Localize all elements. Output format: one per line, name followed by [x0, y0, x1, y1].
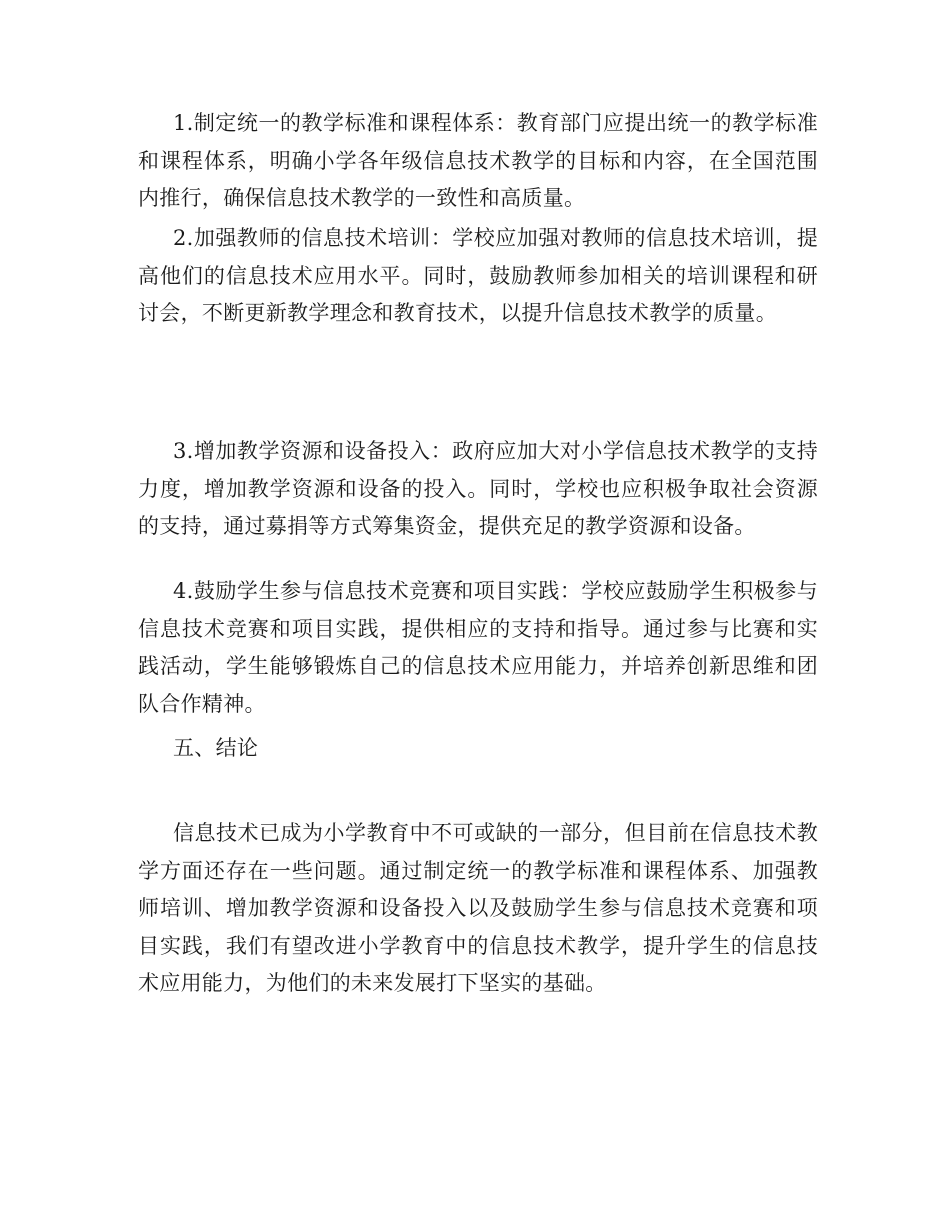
- paragraph-resources: 3.增加教学资源和设备投入：政府应加大对小学信息技术教学的支持力度，增加教学资源和设备的投入。同时，学校也应积极争取社会资源的支持，通过募捐等方式筹集资金，提供充足的教学资源和设备。: [138, 439, 818, 538]
- section-heading-conclusion: 五、结论: [173, 736, 259, 760]
- paragraph-conclusion: 信息技术已成为小学教育中不可或缺的一部分，但目前在信息技术教学方面还存在一些问题。通过制定统一的教学标准和课程体系、加强教师培训、增加教学资源和设备投入以及鼓励学生参与信息技术竞赛和项目实践，我们有望改进小学教育中的信息技术教学，提升学生的信息技术应用能力，为他们的未来发展打下坚实的基础。: [138, 821, 818, 995]
- paragraph-teacher-training: 2.加强教师的信息技术培训：学校应加强对教师的信息技术培训，提高他们的信息技术应用水平。同时，鼓励教师参加相关的培训课程和研讨会，不断更新教学理念和教育技术，以提升信息技术教学的质量。: [138, 226, 818, 325]
- paragraph-standards: 1.制定统一的教学标准和课程体系：教育部门应提出统一的教学标准和课程体系，明确小学各年级信息技术教学的目标和内容，在全国范围内推行，确保信息技术教学的一致性和高质量。: [138, 111, 818, 210]
- paragraph-competitions: 4.鼓励学生参与信息技术竞赛和项目实践：学校应鼓励学生积极参与信息技术竞赛和项目实践，提供相应的支持和指导。通过参与比赛和实践活动，学生能够锻炼自己的信息技术应用能力，并培养创新思维和团队合作精神。: [138, 579, 818, 716]
